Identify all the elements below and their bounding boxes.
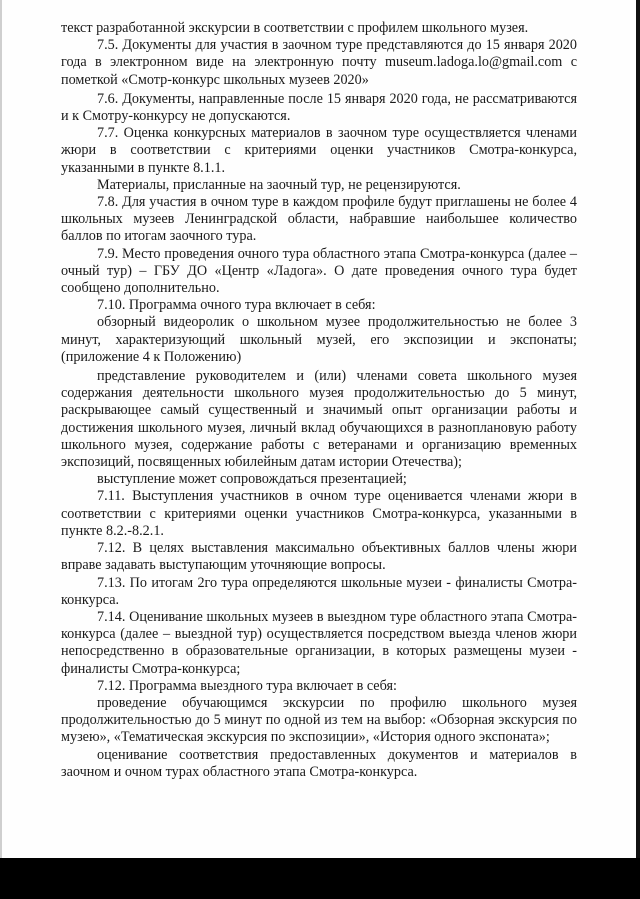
paragraph-7-14: 7.14. Оценивание школьных музеев в выездном туре областного этапа Смотра-конкурса (далее – выездной тур) осуществляется посредством выезда членов жюри непосредственно в образовательные организации, в которых размещены музеи - финалисты Смотра-конкурса;	[61, 608, 577, 677]
paragraph-museum-profile: текст разработанной экскурсии в соответствии с профилем школьного музея.	[61, 20, 529, 36]
document-body	[61, 20, 577, 781]
paragraph-7-13: 7.13. По итогам 2го тура определяются школьные музеи - финалисты Смотра-конкурса.	[61, 574, 577, 608]
paragraph-7-9: 7.9. Место проведения очного тура областного этапа Смотра-конкурса (далее – очный тур) – ГБУ ДО «Центр «Ладога». О дате проведения очного тура будет сообщено дополнительно.	[61, 245, 577, 297]
paragraph-7-5: 7.5. Документы для участия в заочном туре представляются до 15 января 2020 года в электронном виде на электронную почту museum.ladoga.lo@gmail.com с пометкой «Смотр-конкурс школьных музеев 2020»	[61, 37, 577, 88]
paragraph-7-11: 7.11. Выступления участников в очном туре оценивается членами жюри в соответствии с критериями оценки участников Смотра-конкурса, указанными в пункте 8.2.-8.2.1.	[61, 488, 577, 539]
paragraph-video: обзорный видеоролик о школьном музее продолжительностью не более 3 минут, характеризующий школьный музей, его экспозиции и экспонаты; (приложение 4 к Положению)	[61, 314, 577, 365]
scan-bottom-border	[0, 858, 640, 899]
paragraph-7-7: 7.7. Оценка конкурсных материалов в заочном туре осуществляется членами жюри в соответствии с критериями оценки участников Смотра-конкурса, указанными в пункте 8.1.1.	[61, 125, 577, 176]
scan-left-edge	[0, 0, 2, 858]
paragraph-assessment: оценивание соответствия предоставленных документов и материалов в заочном и очном турах областного этапа Смотра-конкурса.	[61, 746, 577, 780]
paragraph-7-12-program: 7.12. Программа выездного тура включает в себя:	[97, 677, 397, 694]
paragraph-7-8: 7.8. Для участия в очном туре в каждом профиле будут приглашены не более 4 школьных музеев Ленинградской области, набравшие наибольшее количество баллов по итогам заочного тура.	[61, 194, 577, 245]
paragraph-slides: выступление может сопровождаться презентацией;	[97, 471, 407, 488]
paragraph-excursion: проведение обучающимся экскурсии по профилю школьного музея продолжительностью до 5 минут по одной из тем на выбор: «Обзорная экскурсия по музею», «Тематическая экскурсия по экспозиции», «История одного экспоната»;	[61, 694, 577, 746]
paragraph-no-review: Материалы, присланные на заочный тур, не рецензируются.	[97, 176, 461, 193]
paragraph-7-6: 7.6. Документы, направленные после 15 января 2020 года, не рассматриваются и к Смотру-конкурсу не допускаются.	[61, 90, 577, 125]
scan-right-edge	[636, 0, 640, 858]
paragraph-7-12-questions: 7.12. В целях выставления максимально объективных баллов члены жюри вправе задавать выступающим уточняющие вопросы.	[61, 540, 577, 574]
paragraph-7-10: 7.10. Программа очного тура включает в себя:	[97, 297, 376, 314]
paragraph-presentation-by-leader: представление руководителем и (или) членами совета школьного музея содержания деятельности школьного музея продолжительностью до 5 минут, раскрывающее самый существенный и значимый опыт организации работы и достижения школьного музея, личный вклад обучающихся в разноплановую работу школьного музея, содержание работы с ветеранами и организацию временных экспозиций, посвященных юбилейным датам истории Отечества);	[61, 368, 577, 471]
